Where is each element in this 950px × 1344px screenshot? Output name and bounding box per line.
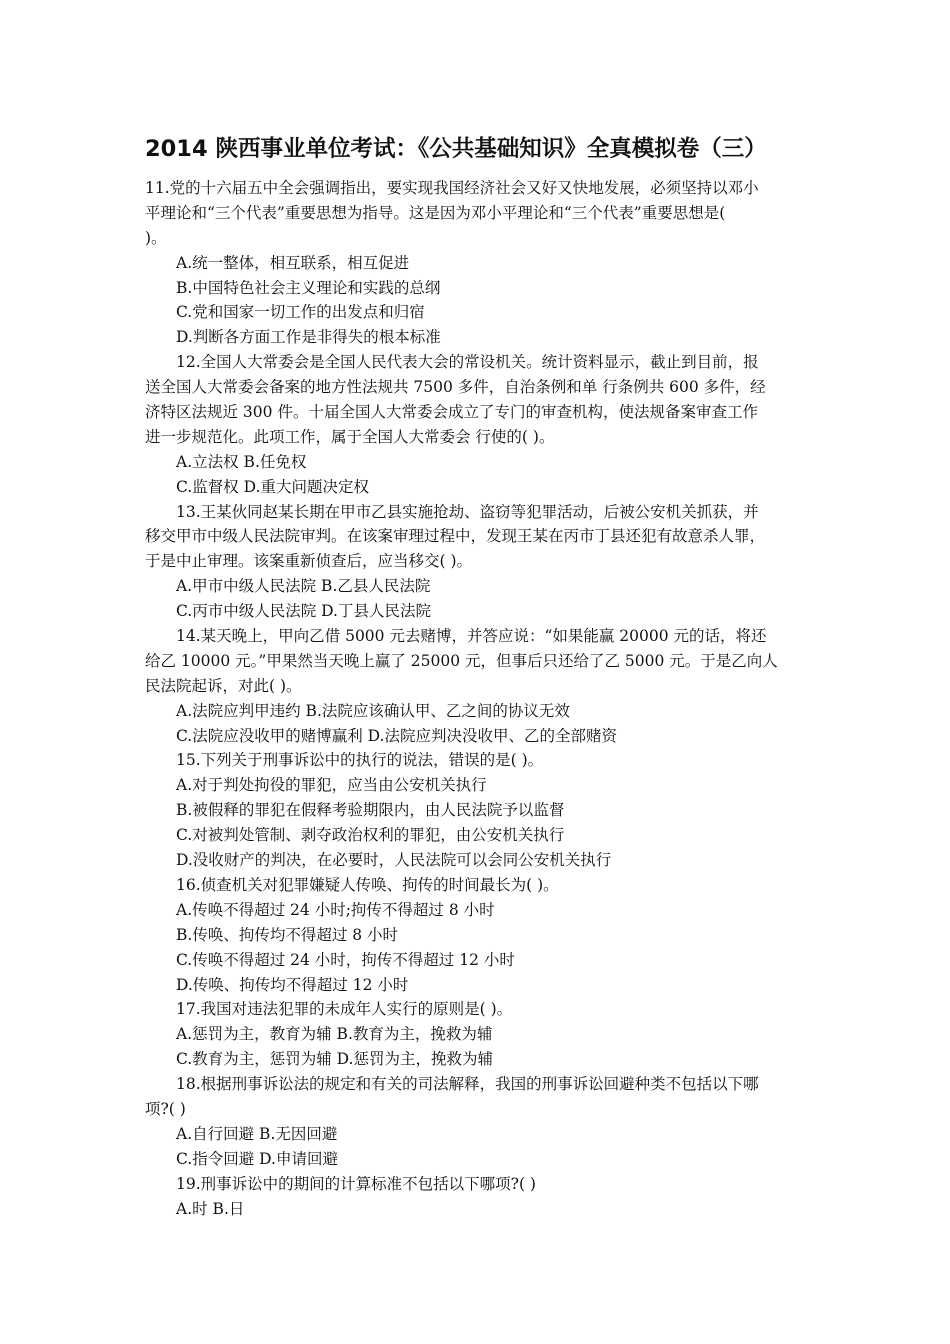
text-line: 给乙 10000 元。”甲果然当天晚上赢了 25000 元，但事后只还给了乙 5000 元。于是乙向人 [145, 651, 778, 670]
text-line: A.惩罚为主，教育为辅 B.教育为主，挽救为辅 [176, 1025, 493, 1044]
text-line: A.自行回避 B.无因回避 [176, 1124, 338, 1143]
text-line: C.指令回避 D.申请回避 [176, 1149, 338, 1168]
text-line: A.立法权 B.任免权 [176, 452, 307, 471]
text-line: 于是中止审理。该案重新侦查后，应当移交( )。 [145, 552, 473, 571]
text-line: 17.我国对违法犯罪的未成年人实行的原则是( )。 [176, 1000, 513, 1019]
text-line: A.法院应判甲违约 B.法院应该确认甲、乙之间的协议无效 [176, 701, 570, 720]
text-line: A.甲市中级人民法院 B.乙县人民法院 [176, 577, 431, 596]
text-line: D.没收财产的判决，在必要时，人民法院可以会同公安机关执行 [176, 851, 612, 870]
text-line: 平理论和“三个代表”重要思想为指导。这是因为邓小平理论和“三个代表”重要思想是( [145, 203, 726, 222]
text-line: 进一步规范化。此项工作，属于全国人大常委会 行使的( )。 [145, 427, 555, 446]
text-line: C.法院应没收甲的赌博赢利 D.法院应判决没收甲、乙的全部赌资 [176, 726, 617, 745]
text-line: A.传唤不得超过 24 小时;拘传不得超过 8 小时 [176, 900, 495, 919]
text-line: 13.王某伙同赵某长期在甲市乙县实施抢劫、盗窃等犯罪活动，后被公安机关抓获，并 [176, 502, 759, 521]
text-line: )。 [145, 228, 167, 247]
text-line: C.传唤不得超过 24 小时，拘传不得超过 12 小时 [176, 950, 515, 969]
text-line: D.传唤、拘传均不得超过 12 小时 [176, 975, 409, 994]
text-line: 15.下列关于刑事诉讼中的执行的说法，错误的是( )。 [176, 751, 544, 770]
document-title: 2014 陕西事业单位考试：《公共基础知识》全真模拟卷（三） [145, 136, 767, 162]
text-line: B.中国特色社会主义理论和实践的总纲 [176, 278, 441, 297]
text-line: 14.某天晚上，甲向乙借 5000 元去赌博，并答应说：“如果能赢 20000 元的话，将还 [176, 627, 767, 646]
text-line: C.党和国家一切工作的出发点和归宿 [176, 303, 425, 322]
text-line: C.监督权 D.重大问题决定权 [176, 477, 369, 496]
text-line: 移交甲市中级人民法院审判。在该案审理过程中，发现王某在丙市丁县还犯有故意杀人罪， [145, 527, 766, 546]
text-line: 送全国人大常委会备案的地方性法规共 7500 多件，自治条例和单 行条例共 600 多件，经 [145, 378, 766, 397]
text-line: C.丙市中级人民法院 D.丁县人民法院 [176, 602, 431, 621]
text-line: 12.全国人大常委会是全国人民代表大会的常设机关。统计资料显示，截止到目前，报 [176, 353, 759, 372]
text-line: 19.刑事诉讼中的期间的计算标准不包括以下哪项?( ) [176, 1174, 536, 1193]
text-line: 项?( ) [145, 1099, 186, 1118]
text-line: C.对被判处管制、剥夺政治权利的罪犯，由公安机关执行 [176, 826, 565, 845]
text-line: 11.党的十六届五中全会强调指出，要实现我国经济社会又好又快地发展，必须坚持以邓小 [145, 179, 759, 197]
text-line: C.教育为主，惩罚为辅 D.惩罚为主，挽救为辅 [176, 1050, 493, 1069]
text-line: B.被假释的罪犯在假释考验期限内，由人民法院予以监督 [176, 801, 565, 820]
text-line: A.统一整体，相互联系，相互促进 [176, 253, 410, 272]
text-line: A.时 B.日 [176, 1199, 245, 1218]
text-line: B.传唤、拘传均不得超过 8 小时 [176, 925, 399, 944]
document-body [145, 176, 810, 1221]
text-line: D.判断各方面工作是非得失的根本标准 [176, 328, 441, 347]
text-line: 民法院起诉，对此( )。 [145, 676, 302, 695]
text-line: 16.侦查机关对犯罪嫌疑人传唤、拘传的时间最长为( )。 [176, 875, 559, 894]
text-line: A.对于判处拘役的罪犯，应当由公安机关执行 [176, 776, 487, 795]
text-line: 18.根据刑事诉讼法的规定和有关的司法解释，我国的刑事诉讼回避种类不包括以下哪 [176, 1075, 759, 1094]
text-line: 济特区法规近 300 件。十届全国人大常委会成立了专门的审查机构，使法规备案审查工作 [145, 403, 758, 422]
